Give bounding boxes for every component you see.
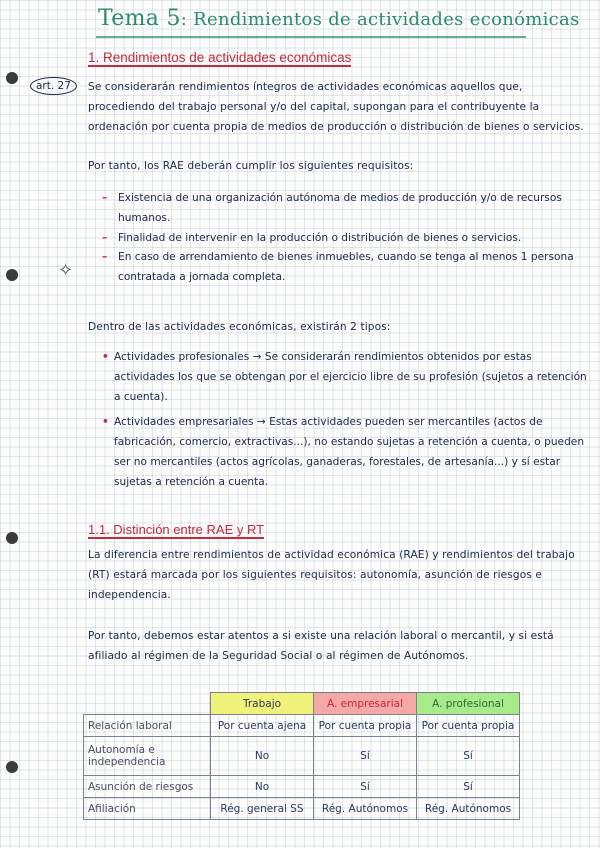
bullet-marker: • xyxy=(102,416,109,429)
paragraph-requirements-intro: Por tanto, los RAE deberán cumplir los siguientes requisitos: xyxy=(88,160,414,172)
table-cell: Sí xyxy=(314,737,417,776)
section-1-heading: 1. Rendimientos de actividades económicas xyxy=(88,50,352,65)
paragraph-attention: Por tanto, debemos estar atentos a si existe una relación laboral o mercantil, y si está afiliado al régimen de la Seguridad Social o al régimen de Autónomos. xyxy=(88,630,554,662)
table-cell: Rég. Autónomos xyxy=(417,798,520,820)
table-cell: Sí xyxy=(417,737,520,776)
comparison-table xyxy=(83,692,520,820)
table-row xyxy=(84,737,520,776)
section-1-1-heading: 1.1. Distinción entre RAE y RT xyxy=(88,522,265,537)
row-header: Asunción de riesgos xyxy=(84,776,211,798)
page-title xyxy=(98,6,580,31)
requirements-list xyxy=(102,189,588,288)
paragraph-types-intro: Dentro de las actividades económicas, existirán 2 tipos: xyxy=(88,321,391,333)
column-header: Trabajo xyxy=(211,693,314,715)
list-item: – En caso de arrendamiento de bienes inmuebles, cuando se tenga al menos 1 persona contratada a jornada completa. xyxy=(102,248,588,288)
dash-marker: – xyxy=(102,192,108,204)
column-header: A. profesional xyxy=(417,693,520,715)
binder-hole xyxy=(6,532,18,544)
binder-hole xyxy=(6,269,18,281)
list-item: – Existencia de una organización autónoma de medios de producción y/o de recursos humanos. xyxy=(102,189,588,229)
article-reference: art. 27 xyxy=(30,77,77,95)
title-underline xyxy=(96,36,526,38)
table-row xyxy=(84,798,520,820)
row-header: Autonomía e independencia xyxy=(84,737,211,776)
binder-hole xyxy=(6,72,18,84)
table-row xyxy=(84,776,520,798)
sparkle-icon: ✧ xyxy=(58,260,74,281)
list-item: • Actividades profesionales → Se considerarán rendimientos obtenidos por estas actividades los que se obtengan por el ejercicio libre de su profesión (sujetos a retención a cuenta). xyxy=(102,348,588,407)
list-item: – Finalidad de intervenir en la producción o distribución de bienes o servicios. xyxy=(102,229,588,249)
table-cell: Por cuenta ajena xyxy=(211,715,314,737)
table-cell: No xyxy=(211,776,314,798)
title-number: Tema 5 xyxy=(98,6,181,31)
table-cell: Rég. general SS xyxy=(211,798,314,820)
table-row xyxy=(84,715,520,737)
row-header: Relación laboral xyxy=(84,715,211,737)
paragraph-difference: La diferencia entre rendimientos de actividad económica (RAE) y rendimientos del trabajo (RT) estará marcada por los siguientes requisitos: autonomía, asunción de riesgos e independencia. xyxy=(88,549,575,601)
table-header-row xyxy=(84,693,520,715)
table-cell: Por cuenta propia xyxy=(314,715,417,737)
bullet-marker: • xyxy=(102,351,109,363)
row-header: Afiliación xyxy=(84,798,211,820)
column-header: A. empresarial xyxy=(314,693,417,715)
list-item: • Actividades empresariales → Estas actividades pueden ser mercantiles (actos de fabricación, comercio, extractivas...), no estando sujetas a retención a cuenta, o pueden ser no mercantiles (actos agrícolas, ganaderas, forestales, de artesanía...) y sí estar sujetas a retención a cuenta. xyxy=(102,413,588,492)
dash-marker: – xyxy=(102,251,108,264)
types-list xyxy=(102,348,588,499)
table-cell: Rég. Autónomos xyxy=(314,798,417,820)
table-cell: No xyxy=(211,737,314,776)
paragraph-definition: Se considerarán rendimientos íntegros de actividades económicas aquellos que, procediendo del trabajo personal y/o del capital, supongan para el contribuyente la ordenación por cuenta propia de medios de producción o distribución de bienes o servicios. xyxy=(88,81,584,133)
binder-hole xyxy=(6,761,18,773)
dash-marker: – xyxy=(102,231,108,244)
table-cell: Sí xyxy=(417,776,520,798)
table-cell: Sí xyxy=(314,776,417,798)
title-text: : Rendimientos de actividades económicas xyxy=(180,9,580,30)
table-cell: Por cuenta propia xyxy=(417,715,520,737)
